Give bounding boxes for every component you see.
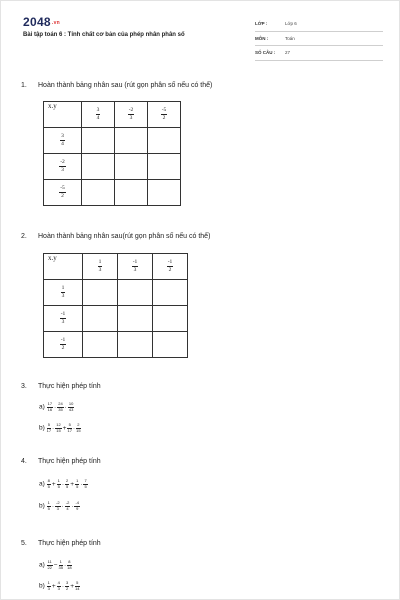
- col-header: $\frac{3}{4}$: [82, 102, 115, 128]
- fraction: $\frac{5}{17}$: [67, 422, 72, 433]
- operator: ·: [71, 502, 74, 510]
- fraction: $\frac{10}{43}$: [68, 401, 74, 412]
- col-header: $\frac{-1}{3}$: [118, 254, 153, 280]
- fraction: $\frac{17}{16}$: [47, 401, 53, 412]
- document-title: Bài tập toán 6 : Tính chất cơ bản của phép nhân phân số: [23, 32, 185, 38]
- answer-cell[interactable]: [153, 332, 188, 358]
- meta-value: Lớp 6: [285, 21, 297, 27]
- fraction: $\frac{11}{22}$: [47, 559, 52, 570]
- answer-cell[interactable]: [118, 332, 153, 358]
- operator: +: [70, 480, 75, 488]
- fraction: $\frac{5}{17}$: [46, 422, 52, 433]
- answer-cell[interactable]: [148, 154, 181, 180]
- question-text: Thực hiện phép tính: [38, 383, 101, 390]
- operator: +: [51, 582, 56, 590]
- meta-row-count: [255, 46, 383, 61]
- fraction: $\frac{-2}{3}$: [56, 500, 60, 511]
- fraction: $\frac{12}{15}$: [56, 422, 61, 433]
- fraction: $\frac{2}{5}$: [66, 478, 69, 489]
- row-header: $\frac{-5}{2}$: [44, 180, 82, 206]
- operator: ·: [61, 582, 65, 590]
- question-text: Thực hiện phép tính: [38, 540, 101, 547]
- question-3: [21, 383, 101, 390]
- meta-row-class: [255, 17, 383, 32]
- col-header: $\frac{-1}{2}$: [153, 254, 188, 280]
- exercise-label: a): [39, 480, 47, 488]
- question-number: 3.: [21, 383, 27, 390]
- question-number: 4.: [21, 458, 27, 465]
- col-header: $\frac{-5}{2}$: [148, 102, 181, 128]
- fraction: $\frac{1}{35}$: [58, 559, 63, 570]
- answer-cell[interactable]: [83, 280, 118, 306]
- answer-cell[interactable]: [118, 280, 153, 306]
- exercise-5a: [39, 560, 72, 570]
- table-corner: x.y: [44, 102, 82, 128]
- question-text: Thực hiện phép tính: [38, 458, 101, 465]
- question-number: 5.: [21, 540, 27, 547]
- answer-cell[interactable]: [82, 180, 115, 206]
- answer-cell[interactable]: [118, 306, 153, 332]
- question-2: [21, 233, 210, 240]
- answer-cell[interactable]: [153, 280, 188, 306]
- meta-value: Toán: [285, 35, 295, 41]
- logo-text: 2048: [23, 15, 51, 29]
- fraction: $\frac{3}{2}$: [66, 580, 69, 591]
- fraction: $\frac{8}{18}$: [67, 559, 72, 570]
- operator: ·: [80, 480, 83, 488]
- operator: ·: [54, 403, 57, 411]
- col-header: $\frac{1}{3}$: [83, 254, 118, 280]
- exercise-label: b): [39, 582, 47, 590]
- answer-cell[interactable]: [83, 306, 118, 332]
- answer-cell[interactable]: [153, 306, 188, 332]
- exercise-label: a): [39, 561, 47, 569]
- fraction: $\frac{1}{5}$: [76, 478, 79, 489]
- answer-cell[interactable]: [82, 154, 115, 180]
- question-4: [21, 458, 101, 465]
- exercise-label: b): [39, 424, 47, 432]
- site-logo[interactable]: [23, 15, 60, 29]
- operator: −: [53, 561, 58, 569]
- multiplication-table-2: [43, 253, 188, 358]
- question-number: 2.: [21, 233, 27, 240]
- question-text: Hoàn thành bảng nhân sau (rút gọn phân số nếu có thể): [38, 82, 213, 89]
- answer-cell[interactable]: [115, 128, 148, 154]
- fraction: $\frac{8}{5}$: [47, 478, 50, 489]
- fraction: $\frac{5}{14}$: [75, 580, 80, 591]
- exercise-label: a): [39, 403, 47, 411]
- table-corner: x.y: [44, 254, 83, 280]
- operator: +: [51, 480, 56, 488]
- meta-info: [255, 17, 383, 61]
- question-text: Hoàn thành bảng nhân sau(rút gọn phân số nếu có thể): [38, 233, 211, 240]
- row-header: $\frac{-1}{2}$: [44, 332, 83, 358]
- operator: ·: [51, 502, 54, 510]
- row-header: $\frac{-2}{3}$: [44, 154, 82, 180]
- operator: ·: [64, 561, 67, 569]
- fraction: $\frac{24}{35}$: [58, 401, 63, 412]
- question-number: 1.: [21, 82, 27, 89]
- operator: +: [70, 582, 75, 590]
- operator: ·: [72, 424, 76, 432]
- operator: ·: [52, 424, 55, 432]
- operator: ·: [64, 403, 67, 411]
- meta-row-subject: [255, 32, 383, 47]
- fraction: $\frac{4}{3}$: [57, 580, 60, 591]
- row-header: $\frac{-1}{3}$: [44, 306, 83, 332]
- exercise-4b: [39, 501, 80, 511]
- fraction: $\frac{7}{5}$: [84, 478, 87, 489]
- operator: +: [62, 424, 67, 432]
- fraction: $\frac{-4}{9}$: [75, 500, 80, 511]
- answer-cell[interactable]: [115, 180, 148, 206]
- answer-cell[interactable]: [148, 128, 181, 154]
- fraction: $\frac{1}{5}$: [47, 500, 50, 511]
- exercise-4a: [39, 479, 88, 489]
- answer-cell[interactable]: [82, 128, 115, 154]
- operator: ·: [61, 502, 64, 510]
- logo-suffix: .vn: [51, 19, 61, 26]
- operator: ·: [61, 480, 65, 488]
- row-header: $\frac{1}{3}$: [44, 280, 83, 306]
- meta-label: MÔN :: [255, 35, 269, 41]
- answer-cell[interactable]: [83, 332, 118, 358]
- exercise-3b: [39, 423, 81, 433]
- meta-label: SỐ CÂU :: [255, 50, 276, 56]
- col-header: $\frac{-2}{3}$: [115, 102, 148, 128]
- question-1: [21, 82, 212, 89]
- exercise-label: b): [39, 502, 47, 510]
- question-5: [21, 540, 101, 547]
- answer-cell[interactable]: [148, 180, 181, 206]
- row-header: $\frac{3}{4}$: [44, 128, 82, 154]
- exercise-5b: [39, 581, 80, 591]
- fraction: $\frac{2}{15}$: [76, 422, 81, 433]
- fraction: $\frac{-2}{4}$: [65, 500, 70, 511]
- multiplication-table-1: [43, 101, 181, 206]
- meta-label: LỚP :: [255, 21, 268, 27]
- answer-cell[interactable]: [115, 154, 148, 180]
- meta-value: 27: [285, 50, 291, 56]
- fraction: $\frac{1}{3}$: [47, 580, 50, 591]
- fraction: $\frac{1}{5}$: [57, 478, 60, 489]
- exercise-3a: [39, 402, 74, 412]
